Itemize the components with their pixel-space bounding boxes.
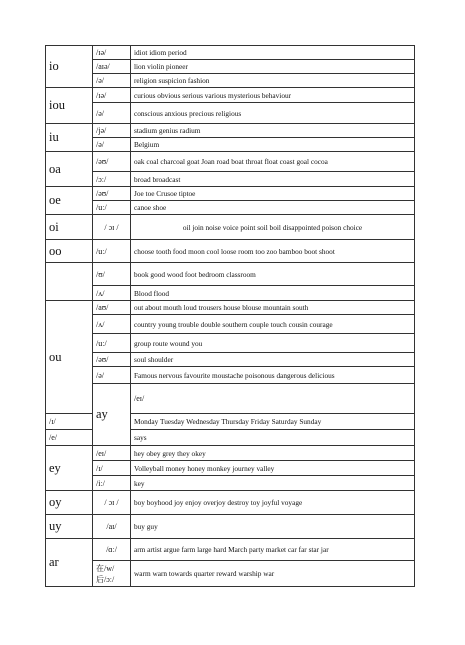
phonics-table <box>45 45 415 587</box>
words-cell: Joe toe Crusoe tiptoe <box>131 187 415 201</box>
words-cell: country young trouble double southern couple touch cousin courage <box>131 315 415 334</box>
table-row <box>46 353 415 367</box>
words-cell: idiot idiom period <box>131 46 415 60</box>
words-cell: key <box>131 476 415 491</box>
ipa-cell: /ɪə/ <box>93 46 131 60</box>
table-row <box>46 60 415 74</box>
table-row <box>46 286 415 301</box>
ipa-cell: /eɪ/ <box>131 384 415 414</box>
words-cell: says <box>131 430 415 446</box>
table-row <box>46 561 415 587</box>
ipa-line-2: 后/ɔː/ <box>96 574 115 584</box>
ipa-cell: /əʊ/ <box>93 152 131 172</box>
spelling-cell: oa <box>46 152 93 187</box>
ipa-cell: /iː/ <box>93 476 131 491</box>
table-row <box>46 172 415 187</box>
spelling-cell: ar <box>46 539 93 587</box>
words-cell: arm artist argue farm large hard March party market car far star jar <box>131 539 415 561</box>
table-row <box>46 74 415 88</box>
ipa-line-1: 在/w/ <box>96 563 115 573</box>
words-cell: oak coal charcoal goat Joan road boat throat float coast goal cocoa <box>131 152 415 172</box>
ipa-cell: /ə/ <box>93 367 131 384</box>
words-cell: hey obey grey they okey <box>131 446 415 461</box>
words-cell: curious obvious serious various mysterious behaviour <box>131 88 415 103</box>
spelling-cell: ey <box>46 446 93 491</box>
words-cell: lion violin pioneer <box>131 60 415 74</box>
table-row <box>46 515 415 539</box>
words-cell: Monday Tuesday Wednesday Thursday Friday Saturday Sunday <box>131 414 415 430</box>
table-row <box>46 187 415 201</box>
table-row <box>46 152 415 172</box>
table-row <box>46 491 415 515</box>
ipa-cell: /aɪə/ <box>93 60 131 74</box>
spelling-cell: iu <box>46 124 93 152</box>
ipa-cell: /aʊ/ <box>93 301 131 315</box>
table-row <box>46 539 415 561</box>
table-row <box>46 46 415 60</box>
ipa-cell: /aɪ/ <box>93 515 131 539</box>
words-cell: Blood flood <box>131 286 415 301</box>
words-cell: stadium genius radium <box>131 124 415 138</box>
ipa-cell: /ɪ/ <box>93 461 131 476</box>
words-cell: Volleyball money honey monkey journey valley <box>131 461 415 476</box>
words-cell: canoe shoe <box>131 201 415 215</box>
spelling-cell: ou <box>46 301 93 414</box>
ipa-cell: /ə/ <box>93 103 131 124</box>
words-cell: group route wound you <box>131 334 415 353</box>
spelling-cell: oi <box>46 215 93 240</box>
table-row <box>46 334 415 353</box>
words-cell: boy boyhood joy enjoy overjoy destroy toy joyful voyage <box>131 491 415 515</box>
spelling-cell: oe <box>46 187 93 215</box>
words-cell: religion suspicion fashion <box>131 74 415 88</box>
table-row <box>46 201 415 215</box>
ipa-cell: /eɪ/ <box>93 446 131 461</box>
words-cell: choose tooth food moon cool loose room too zoo bamboo boot shoot <box>131 240 415 263</box>
spelling-cell: oy <box>46 491 93 515</box>
table-row <box>46 103 415 124</box>
ipa-cell: /ɔː/ <box>93 172 131 187</box>
words-cell: broad broadcast <box>131 172 415 187</box>
ipa-cell: /əʊ/ <box>93 353 131 367</box>
ipa-cell: /e/ <box>46 430 93 446</box>
table-row <box>46 301 415 315</box>
spelling-cell: uy <box>46 515 93 539</box>
words-cell: buy guy <box>131 515 415 539</box>
ipa-cell: /jə/ <box>93 124 131 138</box>
table-row <box>46 240 415 263</box>
ipa-cell: /uː/ <box>93 201 131 215</box>
ipa-cell: /əʊ/ <box>93 187 131 201</box>
spelling-cell: io <box>46 46 93 88</box>
table-row <box>46 367 415 384</box>
spelling-cell <box>46 263 93 301</box>
table-row <box>46 384 415 414</box>
words-cell: Belgium <box>131 138 415 152</box>
table-row <box>46 263 415 286</box>
words-cell: book good wood foot bedroom classroom <box>131 263 415 286</box>
words-cell: oil join noise voice point soil boil disappointed poison choice <box>131 215 415 240</box>
ipa-cell: /uː/ <box>93 334 131 353</box>
ipa-cell: /ʊ/ <box>93 263 131 286</box>
ipa-cell: /uː/ <box>93 240 131 263</box>
table-row <box>46 315 415 334</box>
ipa-cell: /ɪə/ <box>93 88 131 103</box>
spelling-cell: iou <box>46 88 93 124</box>
ipa-cell: /ə/ <box>93 138 131 152</box>
ipa-cell: /ɑː/ <box>93 539 131 561</box>
ipa-cell <box>93 561 131 587</box>
ipa-cell: /ɪ/ <box>46 414 93 430</box>
ipa-cell: / ɔɪ / <box>93 491 131 515</box>
ipa-cell: /ʌ/ <box>93 286 131 301</box>
spelling-cell: oo <box>46 240 93 263</box>
words-cell: soul shoulder <box>131 353 415 367</box>
table-row <box>46 215 415 240</box>
table-row <box>46 88 415 103</box>
ipa-cell: /ə/ <box>93 74 131 88</box>
words-cell: Famous nervous favourite moustache poisonous dangerous delicious <box>131 367 415 384</box>
words-cell: conscious anxious precious religious <box>131 103 415 124</box>
table-row <box>46 476 415 491</box>
words-cell: out about mouth loud trousers house blouse mountain south <box>131 301 415 315</box>
table-row <box>46 138 415 152</box>
spelling-cell: ay <box>93 384 131 446</box>
ipa-cell: /ʌ/ <box>93 315 131 334</box>
table-row <box>46 461 415 476</box>
words-cell: warm warn towards quarter reward warship war <box>131 561 415 587</box>
ipa-cell: / ɔɪ / <box>93 215 131 240</box>
table-row <box>46 124 415 138</box>
table-row <box>46 446 415 461</box>
